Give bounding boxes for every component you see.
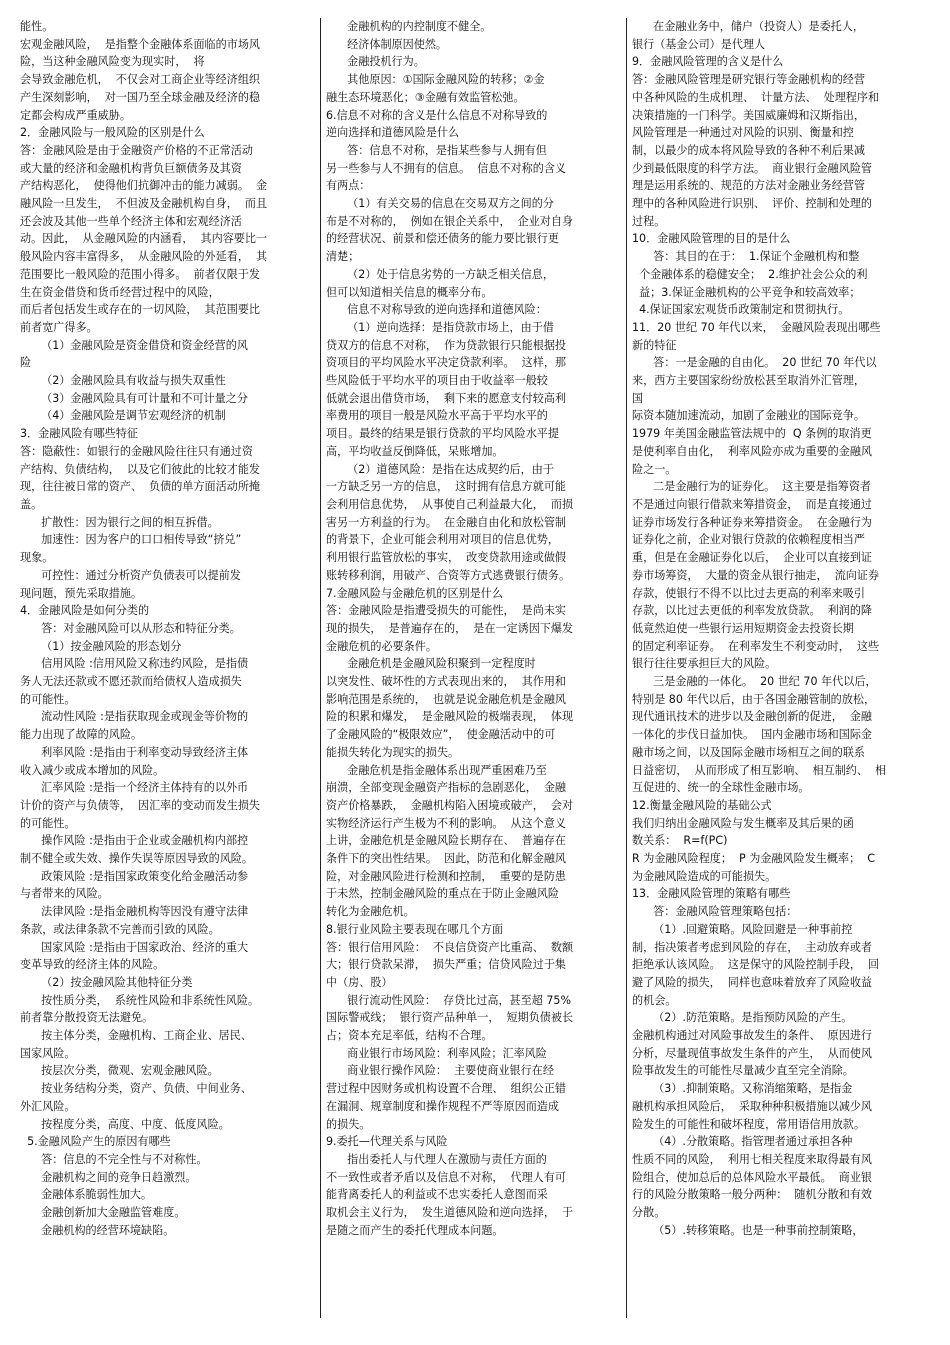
text-line: 金融机构之间的竞争日趋激烈。 <box>20 1170 197 1184</box>
text-line: 个金融体系的稳健安全； 2.维护社会公众的利 <box>632 267 868 281</box>
text-line: 外汇风险。 <box>20 1099 76 1113</box>
text-line: 行的风险分散策略一般分两种： 随机分散和有效 <box>632 1188 873 1202</box>
text-line: 为金融风险造成的可能损失。 <box>632 869 777 883</box>
text-line: 是使利率自由化， 利率风险亦成为重要的金融风 <box>632 444 873 458</box>
text-line: 项目。最终的结果是银行贷款的平均风险水平提 <box>326 427 559 441</box>
text-line: 经济体制原因使然。 <box>326 37 448 51</box>
text-line: 金融危机的必要条件。 <box>326 639 437 653</box>
text-line: R 为金融风险程度； P 为金融风险发生概率； C <box>632 852 875 866</box>
text-line: 按性质分类， 系统性风险和非系统性风险。 <box>20 993 260 1007</box>
text-line: （1）金融风险是资金借贷和资金经营的风 <box>20 338 248 352</box>
text-line: 答：金融风险管理是研究银行等金融机构的经营 <box>632 73 865 87</box>
text-line: 资项目的平均风险水平决定贷款利率。 这样，那 <box>326 356 567 370</box>
text-line: 以突发性、破坏性的方式表现出来的， 其作用和 <box>326 675 567 689</box>
text-line: 汇率风险 :是指一个经济主体持有的以外币 <box>20 781 249 795</box>
text-line: 金融机构的经营环境缺陷。 <box>20 1223 175 1237</box>
text-line: 现，往往被日常的资产、 负债的单方面活动所掩 <box>20 480 261 494</box>
text-line: 5.金融风险产生的原因有哪些 <box>20 1135 171 1149</box>
text-line: 害另一方利益的行为。 在金融自由化和放松管制 <box>326 515 567 529</box>
text-line: 证券化之前，企业对银行贷款的依赖程度相当严 <box>632 533 865 547</box>
text-line: 般风险内容丰富得多， 从金融风险的外延看， 其 <box>20 250 268 264</box>
text-line: 能性。 <box>20 20 54 33</box>
text-line: 3．金融风险有哪些特征 <box>20 427 138 441</box>
text-line: 金融危机是指金融体系出现严重困难乃至 <box>326 763 547 777</box>
text-line: 我们归纳出金融风险与发生概率及其后果的函 <box>632 816 854 830</box>
text-line: 12.衡量金融风险的基础公式 <box>632 798 772 812</box>
text-line: 的经营状况、前景和偿还债务的能力要比银行更 <box>326 232 559 246</box>
text-line: 6.信息不对称的含义是什么信息不对称导致的 <box>326 108 548 122</box>
text-line: （4）.分散策略。指管理者通过承担各种 <box>632 1135 853 1149</box>
text-line: 大；银行贷款呆滞， 损失严重；信贷风险过于集 <box>326 958 567 972</box>
text-line: （1）按金融风险的形态划分 <box>20 639 182 653</box>
text-line: （2）处于信息劣势的一方缺乏相关信息， <box>326 267 554 281</box>
text-line: 利用银行监管放松的事实， 改变贷款用途或做假 <box>326 551 567 565</box>
text-line: 产结构、负债结构， 以及它们彼此的比较才能发 <box>20 462 261 476</box>
text-line: 计价的资产与负债等， 因汇率的变动而发生损失 <box>20 798 261 812</box>
text-line: 险之一。 <box>632 462 677 476</box>
text-line: 按业务结构分类，资产、负债、中间业务、 <box>20 1082 252 1096</box>
text-line: 4．金融风险是如何分类的 <box>20 604 150 618</box>
text-line: 低就会退出借贷市场， 剩下来的愿意支付较高利 <box>326 391 567 405</box>
text-line: 9.委托—代理关系与风险 <box>326 1135 448 1149</box>
text-line: 国家风险 :是指由于国家政治、经济的重大 <box>20 940 249 954</box>
text-line: 现代通讯技术的进步以及金融创新的促进， 金融 <box>632 710 873 724</box>
text-line: 信用风险 :信用风险又称违约风险，是指债 <box>20 657 249 671</box>
text-line: 动。因此， 从金融风险的内涵看， 其内容要比一 <box>20 232 268 246</box>
text-line: 11．20 世纪 70 年代以来， 金融风险表现出哪些 <box>632 320 881 334</box>
text-line: 能力出现了故障的风险。 <box>20 728 143 742</box>
text-line: 账转移利润，用破产、合资等方式逃费银行债务。 <box>326 568 571 582</box>
text-line: 宏观金融风险， 是指整个金融体系面临的市场风 <box>20 37 261 51</box>
text-line: 国际警戒线； 银行资产品种单一， 短期负债被长 <box>326 1011 574 1025</box>
text-line: （5）.转移策略。也是一种事前控制策略， <box>632 1223 864 1237</box>
text-line: （3）.抑制策略。又称消缩策略，是指金 <box>632 1082 853 1096</box>
text-line: 制不健全或失效、操作失误等原因导致的风险。 <box>20 852 253 866</box>
text-line: 际资本随加速流动，加剧了金融业的国际竞争。 <box>632 409 865 423</box>
text-line: 银行（基金公司）是代理人 <box>632 37 766 51</box>
text-line: 条款，或法律条款不完善而引致的风险。 <box>20 922 220 936</box>
text-line: 操作风险 :是指由于企业或金融机构内部控 <box>20 834 249 848</box>
text-line: 答：其目的在于： 1.保证个金融机构和整 <box>632 250 860 264</box>
text-line: 拒绝承认该风险。 这是保守的风险控制手段， 回 <box>632 958 880 972</box>
text-line: 国 <box>632 391 644 405</box>
text-line: 答：对金融风险可以从形态和特征分类。 <box>20 621 241 635</box>
text-line: 存款，使银行不得不以比过去更高的利率来吸引 <box>632 586 865 600</box>
text-line: 二是金融行为的证券化。 这主要是指筹资者 <box>632 480 872 494</box>
text-line: 答：信息的不完全性与不对称性。 <box>20 1153 208 1166</box>
text-line: 了金融风险的“极限效应”， 使金融活动中的可 <box>326 728 556 742</box>
text-line: 答：金融风险是指遭受损失的可能性， 是尚未实 <box>326 604 567 618</box>
column-divider <box>626 18 627 1318</box>
text-line: 崩溃，全部变现金融资产指标的急剧恶化， 金融 <box>326 781 567 795</box>
text-line: 决策措施的一门科学。美国威廉姆和汉斯指出， <box>632 108 865 122</box>
text-line: 逆向选择和道德风险是什么 <box>326 126 460 140</box>
text-line: 范围要比一般风险的范围小得多。 前者仅限于发 <box>20 267 261 281</box>
text-line: 分析，尽量现值事故发生条件的产生， 从而使风 <box>632 1046 873 1060</box>
text-line: 能损失转化为现实的损失。 <box>326 745 460 759</box>
text-line: 资产价格暴跌， 金融机构陷入困境或破产， 会对 <box>326 798 574 812</box>
text-line: （1）.回避策略。风险回避是一种事前控 <box>632 922 853 936</box>
text-line: 商业银行操作风险： 主要使商业银行在经 <box>326 1064 554 1078</box>
text-line: 证券市场发行各种证券来筹措资金。 在金融行为 <box>632 515 873 529</box>
text-line: 答：金融风险管理策略包括： <box>632 905 798 919</box>
text-line: 答：信息不对称，是指某些参与人拥有但 <box>326 143 547 157</box>
text-line: 不是通过向银行借款来筹措资金， 而是直接通过 <box>632 497 873 511</box>
text-line: 银行往往要承担巨大的风险。 <box>632 657 777 671</box>
text-line: 还会波及其他一些单个经济主体和宏观经济活 <box>20 214 242 228</box>
text-line: 与者带来的风险。 <box>20 887 109 901</box>
text-line: 的损失。 <box>326 1117 371 1131</box>
text-line: 融市场之间，以及国际金融市场相互之间的联系 <box>632 745 865 759</box>
text-line: （2）按金融风险其他特征分类 <box>20 975 193 989</box>
text-line: 益；3.保证金融机构的公平竞争和较高效率； <box>632 285 861 299</box>
text-line: 金融机构通过对风险事故发生的条件、 原因进行 <box>632 1029 873 1043</box>
text-line: 些风险低于平均水平的项目由于收益率一般较 <box>326 374 548 388</box>
text-line: 产生深刻影响， 对一国乃至全球金融及经济的稳 <box>20 90 261 104</box>
text-line: 性质不同的风险， 利用七相关程度来取得最有风 <box>632 1153 873 1166</box>
text-line: （2）.防范策略。是指预防风险的产生。 <box>632 1011 853 1025</box>
text-line: 8.银行业风险主要表现在哪几个方面 <box>326 922 503 936</box>
text-line: 现象。 <box>20 551 54 565</box>
text-line: 银行流动性风险： 存贷比过高，甚至超 75% <box>326 993 572 1007</box>
text-line: 金融创新加大金融监管难度。 <box>20 1206 186 1220</box>
text-line: 一体化的步伐日益加快。 国内金融市场和国际金 <box>632 728 873 742</box>
text-line: 收入减少或成本增加的风险。 <box>20 763 165 777</box>
text-line: 理中的各种风险进行识别、 评价、控制和处理的 <box>632 197 873 211</box>
text-line: 按主体分类，金融机构、工商企业、居民、 <box>20 1029 252 1043</box>
text-line: 或大量的经济和金融机构背负巨额债务及其资 <box>20 161 242 175</box>
text-line: 融生态环境恶化；③金融有效监管松弛。 <box>326 90 525 104</box>
text-line: 于未然，控制金融风险的重点在于防止金融风险 <box>326 887 559 901</box>
text-line: 信息不对称导致的逆向选择和道德风险： <box>326 303 547 317</box>
text-line: 另一些参与人不拥有的信息。 信息不对称的含义 <box>326 161 567 175</box>
text-line: 贷双方的信息不对称， 作为贷款银行只能根据投 <box>326 338 567 352</box>
text-line: 融风险一旦发生， 不但波及金融机构自身， 而且 <box>20 197 268 211</box>
text-line: 高，平均收益反倒降低，呆账增加。 <box>326 444 504 458</box>
text-line: 过程。 <box>632 214 666 228</box>
text-line: 险组合，使加总后的总体风险水平最低。 商业银 <box>632 1170 873 1184</box>
text-line: 其他原因：①国际金融风险的转移；②金 <box>326 73 545 87</box>
text-line: 变革导致的经济主体的风险。 <box>20 958 165 972</box>
text-line: 会导致金融危机， 不仅会对工商企业等经济组织 <box>20 73 261 87</box>
text-line: 产结构恶化， 使得他们抗御冲击的能力减弱。 金 <box>20 179 268 193</box>
text-line: 险，对金融风险进行检测和控制， 重要的是防患 <box>326 869 567 883</box>
column-right <box>632 18 928 1318</box>
text-line: 金融危机是金融风险积聚到一定程度时 <box>326 657 536 671</box>
text-line: 盖。 <box>20 497 43 511</box>
text-line: 加速性：因为客户的口口相传导致“挤兑” <box>20 533 242 547</box>
text-line: 中（房、股） <box>326 975 393 989</box>
text-line: 占；资本充足率低，结构不合理。 <box>326 1029 493 1043</box>
text-line: （1）有关交易的信息在交易双方之间的分 <box>326 197 554 211</box>
text-line: 险事故发生的可能性尽量减少直至完全消除。 <box>632 1064 854 1078</box>
column-divider <box>320 18 321 1318</box>
text-line: 风险管理是一种通过对风险的识别、衡量和控 <box>632 126 854 140</box>
text-line: 是随之而产生的委托代理成本问题。 <box>326 1223 504 1237</box>
text-line: 指出委托人与代理人在激励与责任方面的 <box>326 1153 547 1166</box>
text-line: 10．金融风险管理的目的是什么 <box>632 232 791 246</box>
text-line: （2）道德风险：是指在达成契约后，由于 <box>326 462 554 476</box>
text-line: （1）逆向选择：是指贷款市场上，由于借 <box>326 320 554 334</box>
text-line: 在漏洞、规章制度和操作规程不严等原因而造成 <box>326 1099 559 1113</box>
text-line: 条件下的突出性结果。 因此，防范和化解金融风 <box>326 852 567 866</box>
text-line: 金融投机行为。 <box>326 55 425 69</box>
text-line: 重，但是在金融证券化以后， 企业可以直接到证 <box>632 551 873 565</box>
text-line: 险的积累和爆发， 是金融风险的极端表现， 体现 <box>326 710 574 724</box>
text-line: 融机构承担风险后， 采取种种积极措施以减少风 <box>632 1099 873 1113</box>
text-line: 法律风险 :是指金融机构等因没有遵守法律 <box>20 905 249 919</box>
text-line: （4）金融风险是调节宏观经济的机制 <box>20 409 226 423</box>
text-line: 清楚； <box>326 250 360 264</box>
text-line: 流动性风险 :是指获取现金或现金等价物的 <box>20 710 249 724</box>
text-line: 的机会。 <box>632 993 677 1007</box>
text-line: 分散。 <box>632 1206 666 1220</box>
text-line: 答：隐蔽性：如银行的金融风险往往只有通过资 <box>20 444 253 458</box>
text-line: 率费用的项目一般是风险水平高于平均水平的 <box>326 409 548 423</box>
text-line: 转化为金融危机。 <box>326 905 415 919</box>
text-line: 险 <box>20 356 32 370</box>
text-line: 商业银行市场风险：利率风险；汇率风险 <box>326 1046 547 1060</box>
column-middle <box>326 18 616 1318</box>
column-left <box>20 18 310 1318</box>
text-line: 来，西方主要国家纷纷放松甚至取消外汇管理， <box>632 374 865 388</box>
text-line: 的固定利率证券。 在利率发生不利变动时， 这些 <box>632 639 880 653</box>
text-line: 4.保证国家宏观货币政策制定和贯彻执行。 <box>632 303 850 317</box>
text-line: 前者宽广得多。 <box>20 320 98 334</box>
text-line: 三是金融的一体化。 20 世纪 70 年代以后， <box>632 675 877 689</box>
text-line: 布是不对称的， 例如在银企关系中， 企业对自身 <box>326 214 574 228</box>
text-line: 避了风险的损失， 同样也意味着放弃了风险收益 <box>632 975 873 989</box>
text-line: 定都会构成严重威胁。 <box>20 108 131 122</box>
text-line: 互促进的、统一的全球性金融市场。 <box>632 781 810 795</box>
text-line: 的背景下，企业可能会利用对项目的信息优势， <box>326 533 559 547</box>
text-line: 现的损失， 是普遍存在的， 是在一定诱因下爆发 <box>326 621 574 635</box>
text-line: 会利用信息优势， 从事使自己利益最大化， 而损 <box>326 497 574 511</box>
text-line: 扩散性：因为银行之间的相互拆借。 <box>20 515 219 529</box>
text-line: （3）金融风险具有可计量和不可计量之分 <box>20 391 248 405</box>
text-line: 制，以最少的成本将风险导致的各种不利后果减 <box>632 143 865 157</box>
text-line: 营过程中因财务或机构设置不合理、 组织公正错 <box>326 1082 567 1096</box>
text-line: 取机会主义行为， 发生道德风险和逆向选择， 于 <box>326 1206 574 1220</box>
text-line: 低竟然迫使一些银行运用短期资金去投资长期 <box>632 621 854 635</box>
text-line: 一方缺乏另一方的信息， 这时拥有信息方就可能 <box>326 480 567 494</box>
text-line: 上讲，金融危机是金融风险长期存在、 普遍存在 <box>326 834 567 848</box>
text-line: 金融体系脆弱性加大。 <box>20 1188 153 1202</box>
document-page <box>20 18 938 1336</box>
text-line: 9．金融风险管理的含义是什么 <box>632 55 784 69</box>
text-line: 少到最低限度的科学方法。 商业银行金融风险管 <box>632 161 873 175</box>
text-line: 国家风险。 <box>20 1046 76 1060</box>
text-line: 能背离委托人的利益或不忠实委托人意图而采 <box>326 1188 548 1202</box>
text-line: 制，指决策者考虑到风险的存在， 主动放弃或者 <box>632 940 873 954</box>
text-line: 特别是 80 年代以后，由于各国金融管制的放松， <box>632 692 876 706</box>
text-line: 政策风险 :是指国家政策变化给金融活动参 <box>20 869 249 883</box>
text-line: 险发生的可能性和破坏程度，常用语信用放款。 <box>632 1117 865 1131</box>
text-line: 答：一是金融的自由化。 20 世纪 70 年代以 <box>632 356 877 370</box>
text-line: 答：银行信用风险： 不良信贷资产比重高、 数额 <box>326 940 574 954</box>
text-line: 存款，以比过去更低的利率发放贷款。 利润的降 <box>632 604 873 618</box>
text-line: 在金融业务中，储户（投资人）是委托人， <box>632 20 864 33</box>
text-line: （2）金融风险具有收益与损失双重性 <box>20 374 226 388</box>
text-line: 但可以知道相关信息的概率分布。 <box>326 285 493 299</box>
text-line: 可控性：通过分析资产负债表可以提前发 <box>20 568 241 582</box>
text-line: 前者靠分散投资无法避免。 <box>20 1011 154 1025</box>
text-line: 数关系： R=f(PC) <box>632 834 728 848</box>
text-line: 理是运用系统的、规范的方法对金融业务经营管 <box>632 179 865 193</box>
text-line: 按程度分类，高度、中度、低度风险。 <box>20 1117 230 1131</box>
text-line: 务人无法还款或不愿还款而给债权人造成损失 <box>20 675 242 689</box>
text-line: 的可能性。 <box>20 692 76 706</box>
text-line: 新的特征 <box>632 338 677 352</box>
text-line: 2．金融风险与一般风险的区别是什么 <box>20 126 205 140</box>
text-line: 券市场筹资， 大量的资金从银行抽走， 流向证券 <box>632 568 880 582</box>
text-line: 影响范围是系统的， 也就是说金融危机是金融风 <box>326 692 567 706</box>
text-line: 1979 年美国金融监管法规中的 Q 条例的取消更 <box>632 427 872 441</box>
text-line: 的可能性。 <box>20 816 76 830</box>
text-line: 而后者包括发生或存在的一切风险， 其范围要比 <box>20 303 261 317</box>
text-line: 7.金融风险与金融危机的区别是什么 <box>326 586 503 600</box>
text-line: 答：金融风险是由于金融资产价格的不正常活动 <box>20 143 253 157</box>
text-line: 日益密切， 从而形成了相互影响、 相互制约、 相 <box>632 763 887 777</box>
text-line: 实物经济运行产生极为不利的影响。 从这个意义 <box>326 816 567 830</box>
text-line: 按层次分类，微观、宏观金融风险。 <box>20 1064 219 1078</box>
text-line: 现问题，预先采取措施。 <box>20 586 143 600</box>
text-line: 中各种风险的生成机理、 计量方法、 处理程序和 <box>632 90 880 104</box>
text-line: 有两点： <box>326 179 371 193</box>
text-line: 险，当这种金融风险变为现实时， 将 <box>20 55 205 69</box>
text-line: 金融机构的内控制度不健全。 <box>326 20 492 33</box>
text-line: 13．金融风险管理的策略有哪些 <box>632 887 791 901</box>
text-line: 不一致性或者矛盾以及信息不对称， 代理人有可 <box>326 1170 567 1184</box>
text-line: 利率风险 :是指由于利率变动导致经济主体 <box>20 745 249 759</box>
text-line: 生在资金借贷和货币经营过程中的风险， <box>20 285 220 299</box>
